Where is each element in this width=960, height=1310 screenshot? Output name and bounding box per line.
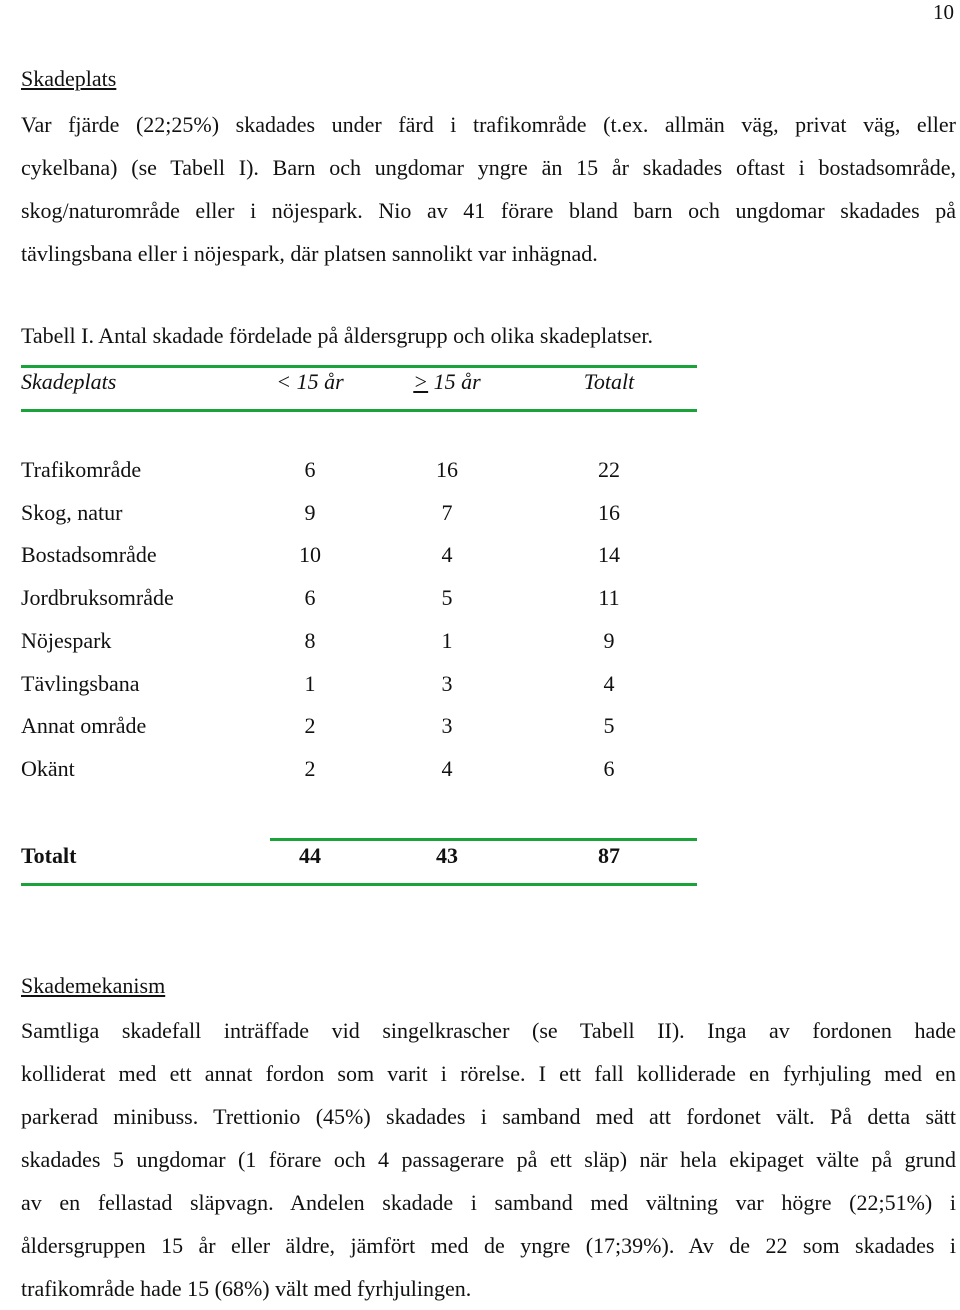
row-value: 16	[436, 457, 458, 482]
total-over-15: 43	[436, 843, 458, 868]
row-value: 6	[304, 585, 316, 610]
row-value: 5	[441, 585, 453, 610]
page-number: 10	[933, 0, 954, 24]
row-total: 5	[603, 713, 615, 738]
greater-equal-symbol: >	[413, 369, 429, 394]
section-heading-skadeplats: Skadeplats	[21, 66, 117, 91]
row-label: Annat område	[21, 713, 147, 738]
paragraph-line: cykelbana) (se Tabell I). Barn och ungdomar yngre än 15 år skadades oftast i bostadsområde,	[21, 155, 956, 180]
header-over-15	[410, 369, 484, 395]
total-label: Totalt	[21, 843, 77, 868]
row-total: 14	[598, 542, 620, 567]
paragraph-line: av en fellastad släpvagn. Andelen skadade i samband med vältning var högre (22;51%) i	[21, 1190, 956, 1215]
row-total: 16	[598, 500, 620, 525]
row-value: 7	[441, 500, 453, 525]
row-label: Tävlingsbana	[21, 671, 140, 696]
row-value: 2	[304, 713, 316, 738]
paragraph-line: kolliderat med ett annat fordon som varit i rörelse. I ett fall kolliderade en fyrhjuling med en	[21, 1061, 956, 1086]
paragraph-line: skadades 5 ungdomar (1 förare och 4 passagerare på ett släp) när hela ekipaget välte på grund	[21, 1147, 956, 1172]
row-value: 3	[441, 713, 453, 738]
table-top-rule	[21, 365, 697, 368]
row-value: 4	[441, 756, 453, 781]
row-value: 2	[304, 756, 316, 781]
row-label: Jordbruksområde	[21, 585, 174, 610]
section-heading-skademekanism: Skademekanism	[21, 973, 166, 998]
row-value: 9	[304, 500, 316, 525]
row-value: 3	[441, 671, 453, 696]
total-under-15: 44	[299, 843, 321, 868]
header-over-15-label: 15 år	[428, 369, 481, 394]
total-all: 87	[598, 843, 620, 868]
header-under-15: < 15 år	[276, 369, 344, 394]
row-value: 6	[304, 457, 316, 482]
row-value: 10	[299, 542, 321, 567]
row-label: Skog, natur	[21, 500, 123, 525]
table-bottom-rule	[21, 883, 697, 886]
row-label: Trafikområde	[21, 457, 142, 482]
table-caption: Tabell I. Antal skadade fördelade på åldersgrupp och olika skadeplatser.	[21, 323, 653, 348]
paragraph-line: tävlingsbana eller i nöjespark, där platsen sannolikt var inhägnad.	[21, 241, 598, 266]
header-skadeplats: Skadeplats	[21, 369, 117, 394]
row-total: 6	[603, 756, 615, 781]
paragraph-skademekanism	[21, 1009, 956, 1310]
paragraph-line: parkerad minibuss. Trettionio (45%) skadades i samband med att fordonet vält. På detta sätt	[21, 1104, 956, 1129]
paragraph-skadeplats	[21, 103, 956, 275]
row-total: 4	[603, 671, 615, 696]
row-value: 1	[304, 671, 316, 696]
row-total: 9	[603, 628, 615, 653]
row-label: Bostadsområde	[21, 542, 157, 567]
row-label: Okänt	[21, 756, 75, 781]
total-top-rule	[270, 838, 697, 841]
paragraph-line: Var fjärde (22;25%) skadades under färd i trafikområde (t.ex. allmän väg, privat väg, eller	[21, 112, 956, 137]
header-totalt: Totalt	[583, 369, 635, 394]
row-total: 11	[598, 585, 620, 610]
row-value: 4	[441, 542, 453, 567]
row-total: 22	[598, 457, 620, 482]
row-label: Nöjespark	[21, 628, 112, 653]
row-value: 1	[441, 628, 453, 653]
paragraph-line: Samtliga skadefall inträffade vid singelkrascher (se Tabell II). Inga av fordonen hade	[21, 1018, 956, 1043]
paragraph-line: åldersgruppen 15 år eller äldre, jämfört med de yngre (17;39%). Av de 22 som skadades i	[21, 1233, 956, 1258]
paragraph-line: trafikområde hade 15 (68%) vält med fyrhjulingen.	[21, 1276, 472, 1301]
paragraph-line: skog/naturområde eller i nöjespark. Nio av 41 förare bland barn och ungdomar skadades på	[21, 198, 956, 223]
row-value: 8	[304, 628, 316, 653]
table-header-rule	[21, 409, 697, 412]
